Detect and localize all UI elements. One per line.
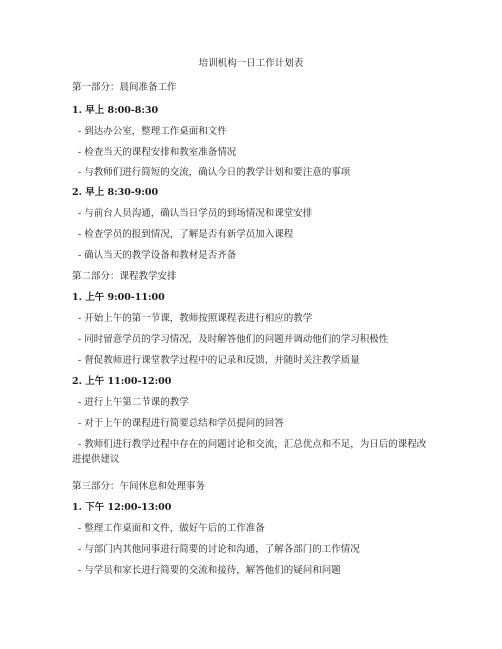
list-item: - 开始上午的第一节课，教师按照课程表进行相应的教学 [78,313,313,324]
list-item: - 进行上午第二节课的教学 [78,397,189,408]
list-item: - 检查当天的课程安排和教室准备情况 [78,147,237,158]
list-item: - 确认当天的教学设备和教材是否齐备 [78,250,237,261]
part-label: 第二部分：课程教学安排 [72,271,177,282]
list-item: - 与部门内其他同事进行简要的讨论和沟通，了解各部门的工作情况 [78,544,360,555]
list-item: - 督促教师进行课堂教学过程中的记录和反馈，并随时关注教学质量 [78,355,360,366]
section-heading: 2. 早上 8:30-9:00 [72,187,159,198]
list-item: - 对于上午的课程进行简要总结和学员提问的回答 [78,418,284,429]
list-item: - 与学员和家长进行简要的交流和接待，解答他们的疑问和问题 [78,565,341,576]
list-item-text: - 教师们进行教学过程中存在的问题讨论和交流，汇总优点和不足，为日后的课程改进提供建议 [72,439,427,465]
list-item: - 同时留意学员的学习情况，及时解答他们的问题并调动他们的学习积极性 [78,334,389,345]
part-label: 第一部分：晨间准备工作 [72,82,177,93]
section-heading: 1. 上午 9:00-11:00 [72,292,165,303]
list-item: - 到达办公室，整理工作桌面和文件 [78,126,227,137]
list-item: - 与教师们进行简短的交流，确认今日的教学计划和要注意的事项 [78,167,351,178]
list-item: - 检查学员的报到情况，了解是否有新学员加入课程 [78,229,294,240]
list-item [72,438,430,467]
section-heading: 1. 早上 8:00-8:30 [72,105,159,116]
document-title: 培训机构一日工作计划表 [198,58,304,69]
section-heading: 1. 下午 12:00-13:00 [72,502,172,513]
section-heading: 2. 上午 11:00-12:00 [72,376,172,387]
list-item: - 与前台人员沟通，确认当日学员的到场情况和课堂安排 [78,208,313,219]
part-label: 第三部分：午间休息和处理事务 [72,481,206,492]
list-item: - 整理工作桌面和文件，做好午后的工作准备 [78,523,265,534]
